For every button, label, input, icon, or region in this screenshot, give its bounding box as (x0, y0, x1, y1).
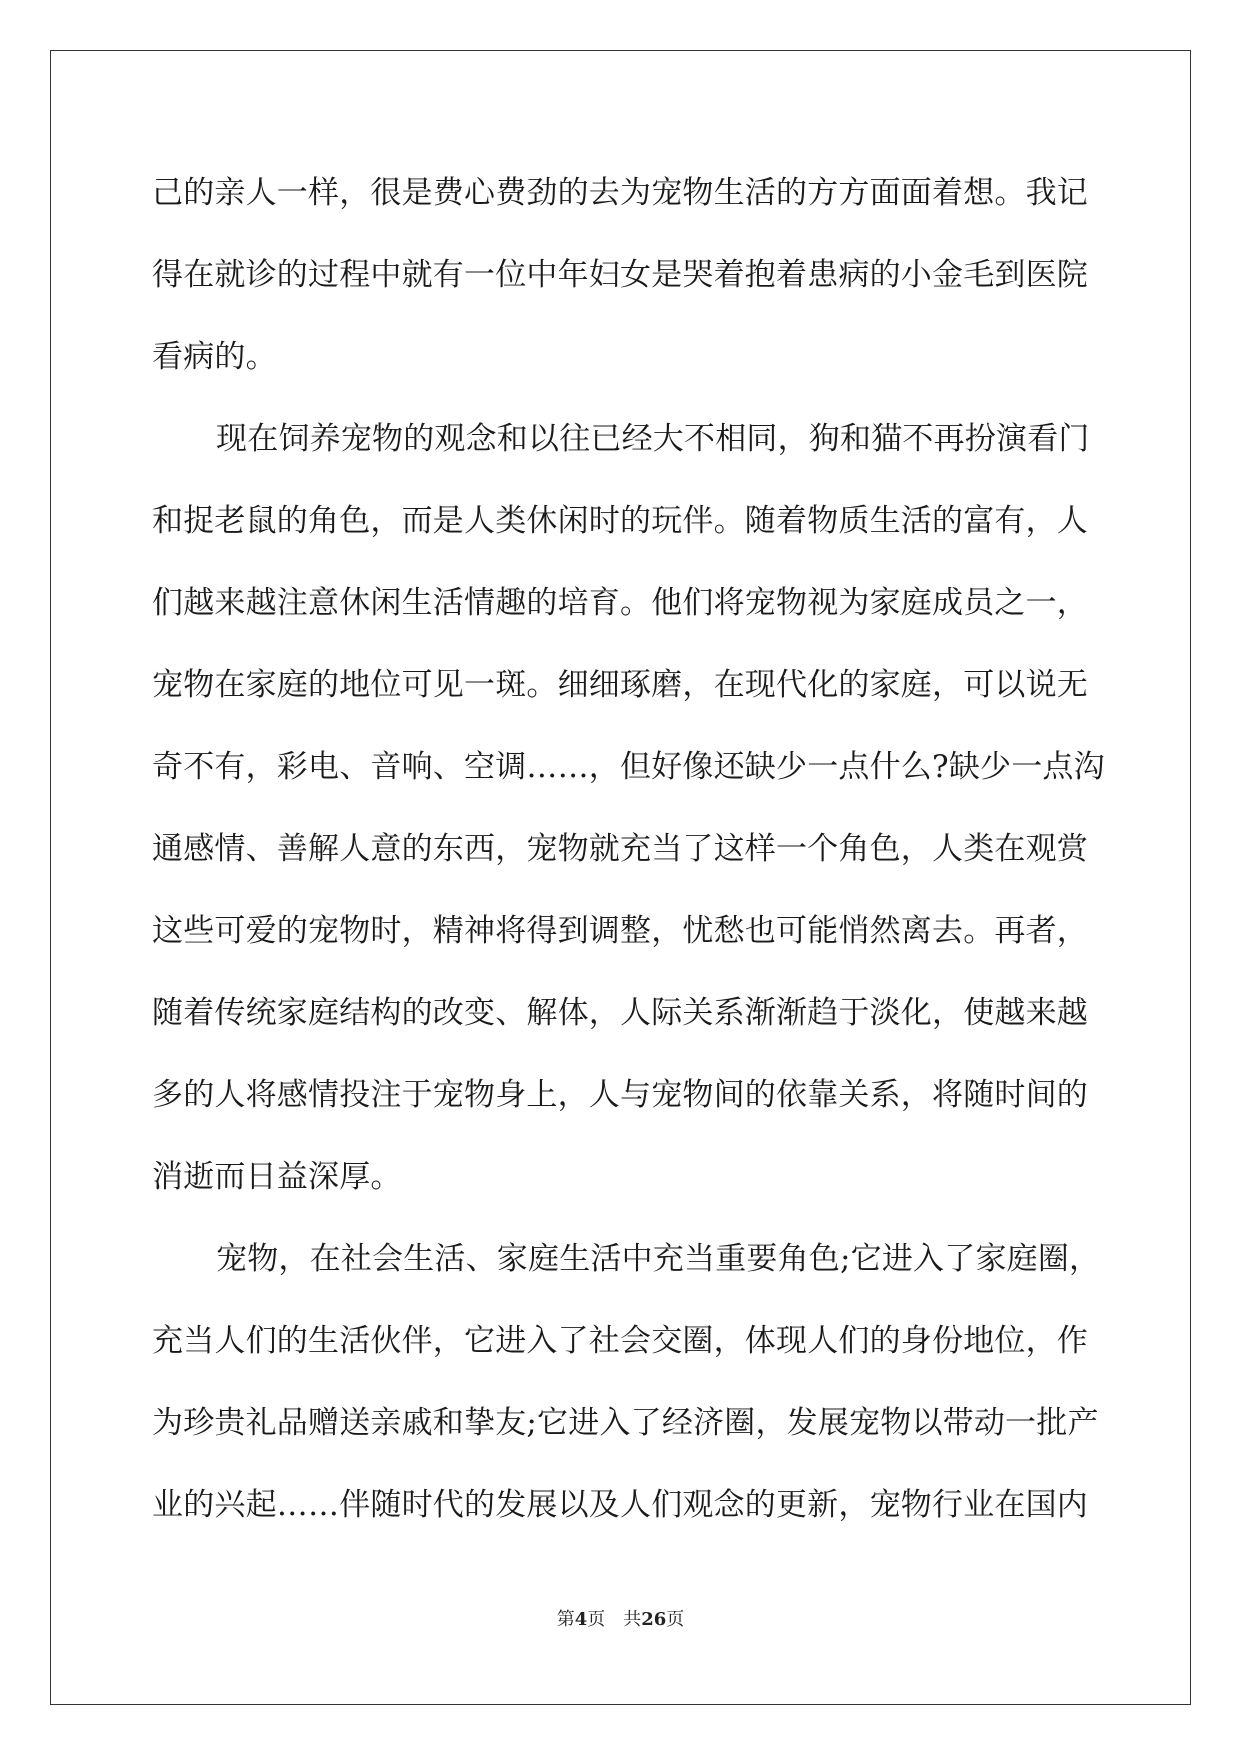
text-line: 多的人将感情投注于宠物身上，人与宠物间的依靠关系，将随时间的 (152, 1077, 1088, 1113)
paragraph-first-line: 现在饲养宠物的观念和以往已经大不相同，狗和猫不再扮演看门 (216, 421, 1090, 457)
total-suffix: 页 (666, 1609, 685, 1630)
text-line: 看病的。 (152, 339, 277, 375)
total-pages-label (623, 1609, 684, 1630)
text-line: 和捉老鼠的角色，而是人类休闲时的玩伴。随着物质生活的富有，人 (152, 503, 1088, 539)
text-line: 业的兴起……伴随时代的发展以及人们观念的更新，宠物行业在国内 (152, 1487, 1088, 1523)
document-body (152, 152, 1105, 1546)
text-line: 充当人们的生活伙伴，它进入了社会交圈，体现人们的身份地位，作 (152, 1323, 1088, 1359)
text-line: 随着传统家庭结构的改变、解体，人际关系渐渐趋于淡化，使越来越 (152, 995, 1088, 1031)
page-suffix: 页 (587, 1609, 606, 1630)
text-line: 消逝而日益深厚。 (152, 1159, 402, 1195)
text-line: 得在就诊的过程中就有一位中年妇女是哭着抱着患病的小金毛到医院 (152, 257, 1088, 293)
page-prefix: 第 (556, 1609, 575, 1630)
page-number-label (557, 1609, 606, 1630)
text-line: 这些可爱的宠物时，精神将得到调整，忧愁也可能悄然离去。再者， (152, 913, 1088, 949)
text-line: 们越来越注意休闲生活情趣的培育。他们将宠物视为家庭成员之一， (152, 585, 1088, 621)
paragraph-first-line: 宠物，在社会生活、家庭生活中充当重要角色;它进入了家庭圈， (216, 1241, 1101, 1277)
text-line: 为珍贵礼品赠送亲戚和挚友;它进入了经济圈，发展宠物以带动一批产 (152, 1405, 1099, 1441)
text-line: 己的亲人一样，很是费心费劲的去为宠物生活的方方面面着想。我记 (152, 175, 1088, 211)
total-pages: 26 (641, 1609, 667, 1630)
page-footer (0, 1605, 1241, 1631)
text-line: 宠物在家庭的地位可见一斑。细细琢磨，在现代化的家庭，可以说无 (152, 667, 1088, 703)
text-line: 通感情、善解人意的东西，宠物就充当了这样一个角色，人类在观赏 (152, 831, 1088, 867)
page-number: 4 (574, 1609, 588, 1630)
text-line: 奇不有，彩电、音响、空调……，但好像还缺少一点什么?缺少一点沟 (152, 749, 1105, 785)
total-prefix: 共 (623, 1609, 642, 1630)
